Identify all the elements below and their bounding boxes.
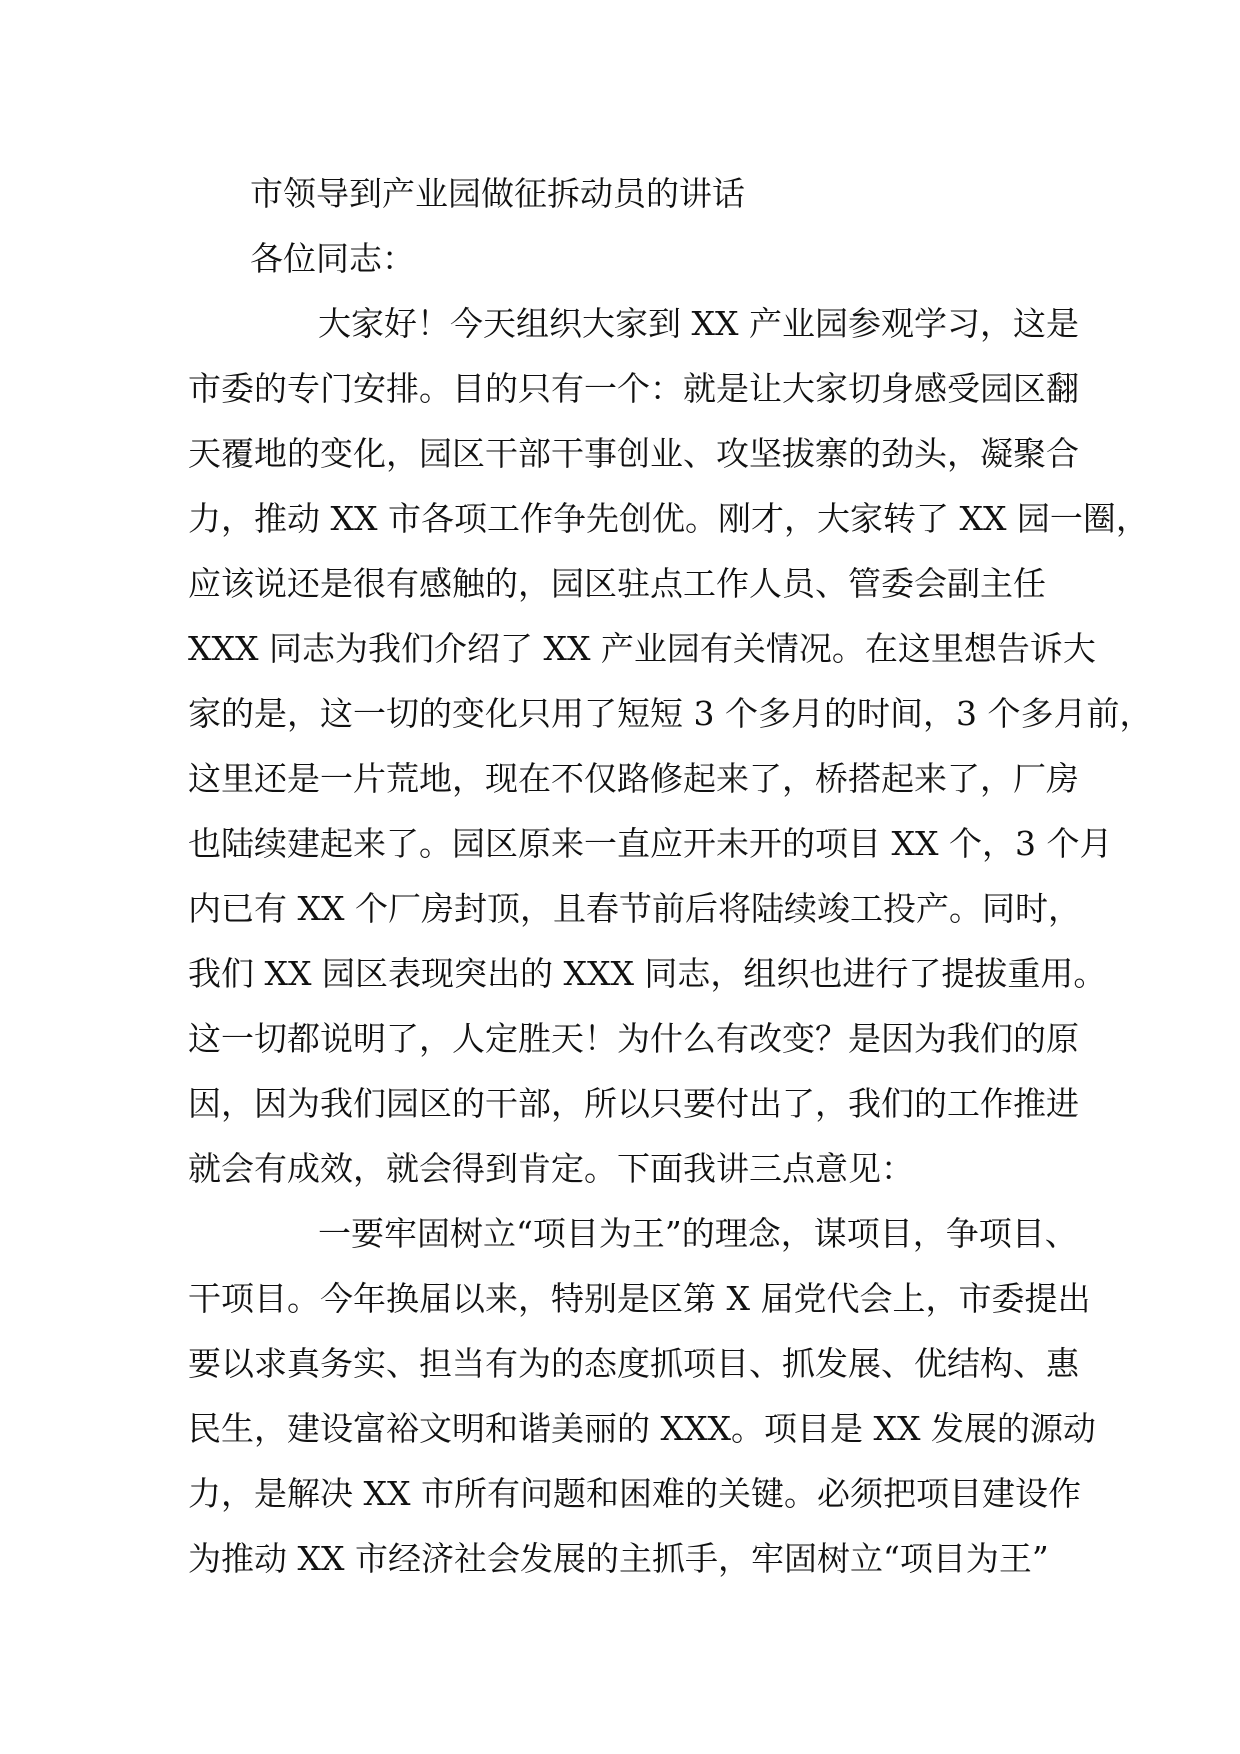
paragraph-line: 家的是，这一切的变化只用了短短 3 个多月的时间，3 个多月前， xyxy=(188,694,1153,733)
paragraph-line: 大家好！今天组织大家到 XX 产业园参观学习，这是 xyxy=(318,304,1079,343)
paragraph-line: XXX 同志为我们介绍了 XX 产业园有关情况。在这里想告诉大 xyxy=(188,629,1096,668)
paragraph-line: 天覆地的变化，园区干部干事创业、攻坚拔寨的劲头，凝聚合 xyxy=(188,434,1079,473)
paragraph-line: 民生，建设富裕文明和谐美丽的 XXX。项目是 XX 发展的源动 xyxy=(188,1409,1096,1448)
paragraph-line: 要以求真务实、担当有为的态度抓项目、抓发展、优结构、惠 xyxy=(188,1344,1079,1383)
salutation: 各位同志： xyxy=(250,239,415,278)
paragraph-line: 我们 XX 园区表现突出的 XXX 同志，组织也进行了提拔重用。 xyxy=(188,954,1107,993)
paragraph-line: 就会有成效，就会得到肯定。下面我讲三点意见： xyxy=(188,1149,914,1188)
paragraph-line: 力，推动 XX 市各项工作争先创优。刚才，大家转了 XX 园一圈， xyxy=(188,499,1149,538)
paragraph-line: 这一切都说明了，人定胜天！为什么有改变？是因为我们的原 xyxy=(188,1019,1079,1058)
document-title: 市领导到产业园做征拆动员的讲话 xyxy=(250,174,745,213)
paragraph-line: 市委的专门安排。目的只有一个：就是让大家切身感受园区翻 xyxy=(188,369,1079,408)
paragraph-line: 力，是解决 XX 市所有问题和困难的关键。必须把项目建设作 xyxy=(188,1474,1081,1513)
paragraph-line: 因，因为我们园区的干部，所以只要付出了，我们的工作推进 xyxy=(188,1084,1079,1123)
paragraph-line: 应该说还是很有感触的，园区驻点工作人员、管委会副主任 xyxy=(188,564,1046,603)
paragraph-line: 内已有 XX 个厂房封顶，且春节前后将陆续竣工投产。同时， xyxy=(188,889,1081,928)
paragraph-line: 这里还是一片荒地，现在不仅路修起来了，桥搭起来了，厂房 xyxy=(188,759,1079,798)
paragraph-line: 干项目。今年换届以来，特别是区第 X 届党代会上，市委提出 xyxy=(188,1279,1091,1318)
paragraph-line: 也陆续建起来了。园区原来一直应开未开的项目 XX 个，3 个月 xyxy=(188,824,1113,863)
paragraph-line: 为推动 XX 市经济社会发展的主抓手，牢固树立“项目为王” xyxy=(188,1539,1049,1578)
paragraph-line: 一要牢固树立“项目为王”的理念，谋项目，争项目、 xyxy=(318,1214,1078,1253)
